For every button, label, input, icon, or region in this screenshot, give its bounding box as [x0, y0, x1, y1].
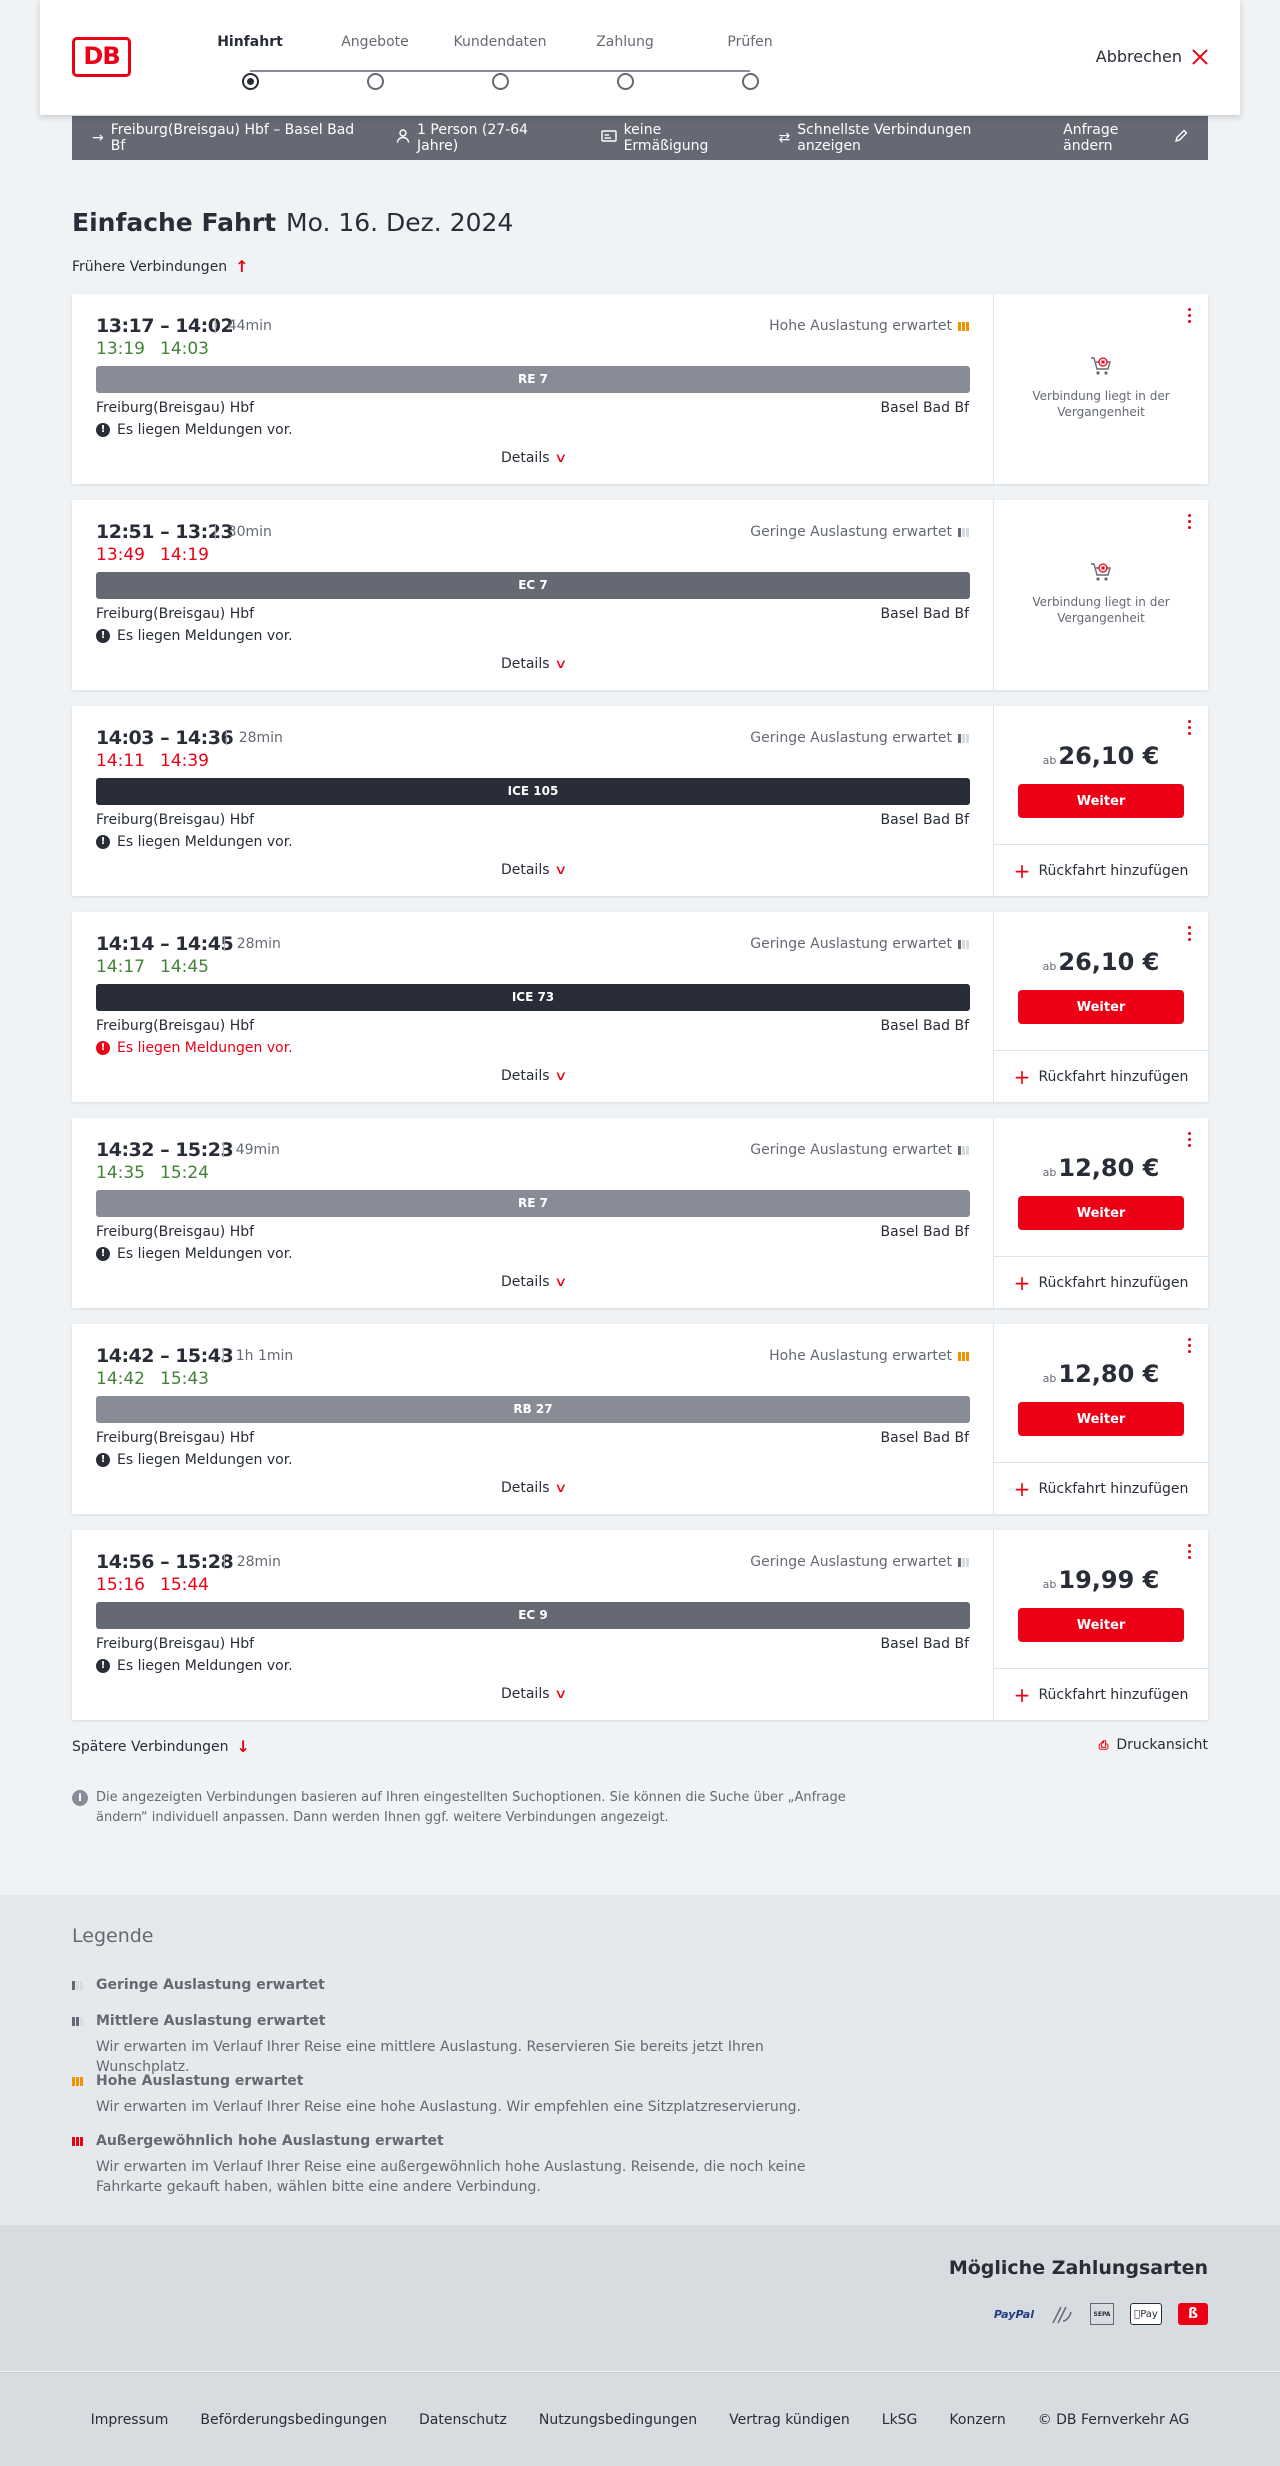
service-message	[96, 1246, 293, 1262]
service-message-text: Es liegen Meldungen vor.	[117, 1040, 293, 1056]
step-dot	[617, 73, 634, 90]
earlier-connections-link[interactable]	[72, 257, 249, 276]
price-prefix: ab	[1042, 960, 1057, 973]
payment-section	[0, 2225, 1280, 2371]
pencil-icon	[1174, 129, 1188, 147]
arrival-station: Basel Bad Bf	[880, 1430, 969, 1446]
details-toggle[interactable]	[72, 1068, 994, 1084]
legend-section	[0, 1895, 1280, 2225]
footer-link-lksg[interactable]: LkSG	[881, 2411, 918, 2428]
plus-icon: +	[1013, 1476, 1031, 1501]
realtime-departure: 14:35	[96, 1163, 145, 1183]
service-message-text: Es liegen Meldungen vor.	[117, 422, 293, 438]
price-prefix: ab	[1042, 754, 1057, 767]
travel-duration: | 44min	[213, 318, 272, 334]
service-message	[96, 1658, 293, 1674]
price	[994, 1566, 1208, 1594]
chevron-down-icon: ∨	[553, 1275, 567, 1290]
low-load-icon	[72, 1981, 88, 1990]
sepa-icon: SEPA	[1090, 2303, 1114, 2325]
add-return-trip-button[interactable]	[994, 1256, 1208, 1308]
occupancy-icon	[958, 528, 969, 537]
realtime-arrival: 15:44	[160, 1575, 209, 1595]
occupancy-info	[750, 1554, 969, 1570]
page-title	[72, 208, 513, 237]
payment-title: Mögliche Zahlungsarten	[948, 2257, 1208, 2279]
past-connection-text: Verbindung liegt in der Vergangenheit	[1032, 595, 1170, 625]
offer-panel	[994, 1118, 1208, 1308]
occupancy-icon	[958, 734, 969, 743]
credit-card-icon	[1050, 2303, 1074, 2325]
service-message	[96, 1040, 293, 1056]
alert-icon: !	[96, 1453, 110, 1467]
discount-text: keine Ermäßigung	[623, 122, 709, 154]
arrival-station: Basel Bad Bf	[880, 400, 969, 416]
occupancy-icon	[958, 322, 969, 331]
step-dot	[242, 73, 259, 90]
more-options-icon[interactable]	[1188, 308, 1192, 324]
more-options-icon[interactable]	[1188, 514, 1192, 530]
legend-label: Außergewöhnlich hohe Auslastung erwartet	[96, 2133, 444, 2149]
later-label: Spätere Verbindungen	[72, 1738, 229, 1755]
header	[40, 0, 1240, 115]
alert-icon: !	[96, 423, 110, 437]
print-view-link[interactable]	[1099, 1737, 1208, 1753]
connection-details[interactable]	[72, 1324, 994, 1514]
person-icon	[396, 129, 410, 147]
legend-desc: Wir erwarten im Verlauf Ihrer Reise eine mittlere Auslastung. Reservieren Sie bereits jetzt Ihren Wunschplatz.	[96, 2039, 764, 2075]
change-request-label: Anfrage ändern	[1063, 122, 1119, 154]
departure-station: Freiburg(Breisgau) Hbf	[96, 812, 255, 828]
train-bar: EC 7	[96, 572, 970, 599]
occupancy-info	[750, 1142, 969, 1158]
weiter-button[interactable]: Weiter	[1018, 1196, 1184, 1230]
price-value: 26,10 €	[1058, 742, 1160, 770]
connection-details[interactable]	[72, 1530, 994, 1720]
legend-item-low	[72, 1975, 325, 1995]
occupancy-icon	[958, 1146, 969, 1155]
plus-icon: +	[1013, 1682, 1031, 1707]
passenger-info	[396, 122, 567, 154]
offer-panel	[994, 500, 1208, 690]
legend-item-high	[72, 2071, 836, 2117]
chevron-down-icon: ∨	[553, 451, 567, 466]
connection-card	[72, 912, 1208, 1102]
scheduled-times: 13:17 – 14:02	[96, 315, 234, 337]
details-toggle[interactable]	[72, 1686, 994, 1702]
footer-link-datenschutz[interactable]: Datenschutz	[418, 2411, 507, 2428]
occupancy-text: Geringe Auslastung erwartet	[750, 1142, 952, 1158]
progress-steps	[210, 34, 773, 84]
scheduled-times: 14:03 – 14:36	[96, 727, 234, 749]
price	[994, 742, 1208, 770]
realtime-departure: 13:19	[96, 339, 145, 359]
print-icon: ⎙	[1098, 1737, 1109, 1752]
more-options-icon[interactable]	[1188, 1338, 1192, 1354]
occupancy-info	[750, 730, 969, 746]
mode-info	[779, 122, 1030, 154]
step-dot	[742, 73, 759, 90]
alert-icon: !	[96, 1041, 110, 1055]
footer	[0, 2372, 1280, 2466]
arrival-station: Basel Bad Bf	[880, 1636, 969, 1652]
apple-pay-label: Pay	[1137, 2308, 1155, 2320]
legend-desc: Wir erwarten im Verlauf Ihrer Reise eine hohe Auslastung. Wir empfehlen eine Sitzplatzreservierung.	[96, 2099, 801, 2115]
weiter-button[interactable]: Weiter	[1018, 1608, 1184, 1642]
departure-station: Freiburg(Breisgau) Hbf	[96, 400, 255, 416]
price	[994, 1154, 1208, 1182]
legend-item-extreme	[72, 2131, 836, 2197]
scheduled-times: 12:51 – 13:23	[96, 521, 234, 543]
offer-panel	[994, 706, 1208, 896]
occupancy-text: Hohe Auslastung erwartet	[769, 1348, 952, 1364]
price-value: 26,10 €	[1058, 948, 1160, 976]
step-label: Prüfen	[727, 34, 773, 50]
connection-details[interactable]	[72, 294, 994, 484]
scheduled-times: 14:42 – 15:43	[96, 1345, 234, 1367]
realtime-arrival: 15:43	[160, 1369, 209, 1389]
details-toggle[interactable]	[72, 1274, 994, 1290]
legend-label: Mittlere Auslastung erwartet	[96, 2013, 326, 2029]
details-label: Details	[500, 1480, 550, 1496]
plus-icon: +	[1013, 858, 1031, 883]
price-prefix: ab	[1042, 1372, 1057, 1385]
add-return-trip-button[interactable]	[994, 1050, 1208, 1102]
step-pruefen	[690, 34, 810, 90]
realtime-departure: 13:49	[96, 545, 145, 565]
connection-card	[72, 500, 1208, 690]
print-label: Druckansicht	[1116, 1737, 1208, 1753]
db-bahnbonus-icon: ß	[1178, 2303, 1208, 2325]
realtime-arrival: 14:03	[160, 339, 209, 359]
arrow-down-icon: ↓	[236, 1737, 250, 1756]
weiter-button[interactable]: Weiter	[1018, 784, 1184, 818]
add-return-trip-label: Rückfahrt hinzufügen	[1038, 1686, 1189, 1703]
footer-link-befoerderungsbedingungen[interactable]: Beförderungsbedingungen	[200, 2411, 387, 2428]
plus-icon: +	[1013, 1270, 1031, 1295]
page-title-type: Einfache Fahrt	[72, 208, 277, 237]
more-options-icon[interactable]	[1188, 1132, 1192, 1148]
add-return-trip-button[interactable]	[994, 844, 1208, 896]
occupancy-text: Hohe Auslastung erwartet	[769, 318, 952, 334]
service-message	[96, 422, 293, 438]
step-dot	[367, 73, 384, 90]
scheduled-times: 14:32 – 15:23	[96, 1139, 234, 1161]
legend-title: Legende	[72, 1925, 154, 1947]
plus-icon: +	[1013, 1064, 1031, 1089]
legend-label: Hohe Auslastung erwartet	[96, 2073, 304, 2089]
step-dot	[492, 73, 509, 90]
details-toggle[interactable]	[72, 450, 994, 466]
realtime-arrival: 14:39	[160, 751, 209, 771]
high-load-icon	[72, 2077, 88, 2086]
occupancy-icon	[958, 940, 969, 949]
arrow-right-icon: →	[92, 130, 104, 146]
departure-station: Freiburg(Breisgau) Hbf	[96, 1430, 255, 1446]
step-label: Angebote	[341, 34, 409, 50]
realtime-departure: 14:11	[96, 751, 145, 771]
add-return-trip-label: Rückfahrt hinzufügen	[1038, 1274, 1189, 1291]
occupancy-icon	[958, 1352, 969, 1361]
arrival-station: Basel Bad Bf	[880, 1018, 969, 1034]
occupancy-text: Geringe Auslastung erwartet	[750, 1554, 952, 1570]
details-label: Details	[500, 1274, 550, 1290]
chevron-down-icon: ∨	[553, 1481, 567, 1496]
cancel-button[interactable]	[1096, 47, 1208, 66]
medium-load-icon	[72, 2017, 88, 2026]
past-connection-note	[994, 560, 1208, 626]
alert-icon: !	[96, 629, 110, 643]
weiter-button[interactable]: Weiter	[1018, 990, 1184, 1024]
connection-card	[72, 294, 1208, 484]
legend-desc: Wir erwarten im Verlauf Ihrer Reise eine außergewöhnlich hohe Auslastung. Reisende, die noch keine Fahrkarte gekauft haben, wählen bitte eine andere Verbindung.	[96, 2159, 806, 2195]
apple-pay-icon	[1130, 2303, 1162, 2325]
shopping-cart-icon	[1089, 560, 1113, 584]
footer-copyright: © DB Fernverkehr AG	[1037, 2411, 1190, 2428]
price-prefix: ab	[1042, 1578, 1057, 1591]
departure-station: Freiburg(Breisgau) Hbf	[96, 1636, 255, 1652]
price-value: 12,80 €	[1058, 1154, 1160, 1182]
departure-station: Freiburg(Breisgau) Hbf	[96, 1224, 255, 1240]
chevron-down-icon: ∨	[553, 1687, 567, 1702]
arrival-station: Basel Bad Bf	[880, 812, 969, 828]
weiter-button[interactable]: Weiter	[1018, 1402, 1184, 1436]
service-message-text: Es liegen Meldungen vor.	[117, 1246, 293, 1262]
service-message	[96, 834, 293, 850]
card-icon	[601, 130, 617, 146]
arrival-station: Basel Bad Bf	[880, 606, 969, 622]
route-info	[92, 122, 362, 154]
train-bar: ICE 105	[96, 778, 970, 805]
price	[994, 1360, 1208, 1388]
travel-duration: | 49min	[221, 1142, 280, 1158]
legend-item-medium	[72, 2011, 836, 2077]
details-toggle[interactable]	[72, 656, 994, 672]
occupancy-text: Geringe Auslastung erwartet	[750, 730, 952, 746]
footer-link-impressum[interactable]: Impressum	[90, 2411, 169, 2428]
offer-panel	[994, 294, 1208, 484]
service-message-text: Es liegen Meldungen vor.	[117, 1452, 293, 1468]
train-bar: RE 7	[96, 366, 970, 393]
occupancy-info	[750, 524, 969, 540]
db-logo[interactable]: DB	[72, 37, 131, 77]
page-title-date: Mo. 16. Dez. 2024	[286, 208, 514, 237]
details-label: Details	[500, 1068, 550, 1084]
train-bar: EC 9	[96, 1602, 970, 1629]
info-icon: i	[72, 1790, 88, 1806]
route-text: Freiburg(Breisgau) Hbf – Basel Bad Bf	[110, 122, 355, 154]
realtime-departure: 15:16	[96, 1575, 145, 1595]
add-return-trip-label: Rückfahrt hinzufügen	[1038, 1480, 1189, 1497]
add-return-trip-button[interactable]	[994, 1462, 1208, 1514]
chevron-down-icon: ∨	[553, 1069, 567, 1084]
chevron-down-icon: ∨	[553, 657, 567, 672]
train-bar: RE 7	[96, 1190, 970, 1217]
details-label: Details	[500, 450, 550, 466]
past-connection-note	[994, 354, 1208, 420]
step-hinfahrt	[190, 34, 310, 90]
add-return-trip-button[interactable]	[994, 1668, 1208, 1720]
scheduled-times: 14:56 – 15:28	[96, 1551, 234, 1573]
step-angebote	[315, 34, 435, 90]
alert-icon: !	[96, 1659, 110, 1673]
paypal-icon: PayPal	[993, 2307, 1034, 2321]
departure-station: Freiburg(Breisgau) Hbf	[96, 606, 255, 622]
chevron-down-icon: ∨	[553, 863, 567, 878]
occupancy-text: Geringe Auslastung erwartet	[750, 936, 952, 952]
payment-icons	[994, 2303, 1208, 2325]
past-connection-text: Verbindung liegt in der Vergangenheit	[1032, 389, 1170, 419]
shopping-cart-icon	[1089, 354, 1113, 378]
footer-link-nutzungsbedingungen[interactable]: Nutzungsbedingungen	[538, 2411, 698, 2428]
details-toggle[interactable]	[72, 862, 994, 878]
travel-duration: | 1h 1min	[221, 1348, 293, 1364]
cancel-label: Abbrechen	[1095, 47, 1182, 66]
step-label: Zahlung	[596, 34, 654, 50]
service-message	[96, 628, 293, 644]
search-summary-bar	[72, 116, 1208, 160]
service-message	[96, 1452, 293, 1468]
footer-link-konzern[interactable]: Konzern	[949, 2411, 1006, 2428]
scheduled-times: 14:14 – 14:45	[96, 933, 234, 955]
step-label: Hinfahrt	[217, 34, 283, 50]
service-message-text: Es liegen Meldungen vor.	[117, 834, 293, 850]
occupancy-info	[769, 1348, 969, 1364]
legend-label: Geringe Auslastung erwartet	[96, 1977, 325, 1993]
more-options-icon[interactable]	[1188, 1544, 1192, 1560]
add-return-trip-label: Rückfahrt hinzufügen	[1038, 1068, 1189, 1085]
offer-panel	[994, 1530, 1208, 1720]
train-bar: RB 27	[96, 1396, 970, 1423]
train-bar: ICE 73	[96, 984, 970, 1011]
occupancy-icon	[958, 1558, 969, 1567]
connection-details[interactable]	[72, 500, 994, 690]
service-message-text: Es liegen Meldungen vor.	[117, 628, 293, 644]
service-message-text: Es liegen Meldungen vor.	[117, 1658, 293, 1674]
occupancy-info	[750, 936, 969, 952]
details-label: Details	[500, 1686, 550, 1702]
realtime-arrival: 14:19	[160, 545, 209, 565]
price-value: 19,99 €	[1058, 1566, 1160, 1594]
change-request-button[interactable]	[1063, 122, 1188, 154]
discount-info	[601, 122, 745, 154]
alert-icon: !	[96, 1247, 110, 1261]
switch-icon: ⇄	[778, 130, 791, 146]
offer-panel	[994, 1324, 1208, 1514]
realtime-arrival: 14:45	[160, 957, 209, 977]
travel-duration: | 30min	[213, 524, 272, 540]
details-label: Details	[500, 862, 550, 878]
step-zahlung	[565, 34, 685, 90]
footer-link-vertrag-kuendigen[interactable]: Vertrag kündigen	[729, 2411, 850, 2428]
more-options-icon[interactable]	[1188, 720, 1192, 736]
connection-card	[72, 706, 1208, 896]
realtime-departure: 14:17	[96, 957, 145, 977]
info-note	[72, 1788, 852, 1828]
mode-text: Schnellste Verbindungen anzeigen	[797, 122, 972, 154]
connection-details[interactable]	[72, 706, 994, 896]
offer-panel	[994, 912, 1208, 1102]
step-kundendaten	[440, 34, 560, 90]
departure-station: Freiburg(Breisgau) Hbf	[96, 1018, 255, 1034]
price	[994, 948, 1208, 976]
realtime-departure: 14:42	[96, 1369, 145, 1389]
price-prefix: ab	[1042, 1166, 1057, 1179]
details-toggle[interactable]	[72, 1480, 994, 1496]
connection-details[interactable]	[72, 1118, 994, 1308]
more-options-icon[interactable]	[1188, 926, 1192, 942]
later-connections-link[interactable]	[72, 1737, 250, 1756]
details-label: Details	[500, 656, 550, 672]
connection-card	[72, 1324, 1208, 1514]
occupancy-info	[769, 318, 969, 334]
passenger-text: 1 Person (27-64 Jahre)	[417, 122, 529, 154]
earlier-label: Frühere Verbindungen	[72, 258, 228, 275]
add-return-trip-label: Rückfahrt hinzufügen	[1038, 862, 1189, 879]
connection-card	[72, 1530, 1208, 1720]
arrow-up-icon: ↑	[235, 257, 249, 276]
travel-duration: | 28min	[222, 1554, 281, 1570]
alert-icon: !	[96, 835, 110, 849]
price-value: 12,80 €	[1058, 1360, 1160, 1388]
info-note-text: Die angezeigten Verbindungen basieren auf Ihren eingestellten Suchoptionen. Sie können die Suche über „Anfrage ändern“ individuell anpassen. Dann werden Ihnen ggf. weitere Verbindungen angezeigt.	[96, 1790, 846, 1825]
extreme-load-icon	[72, 2137, 88, 2146]
travel-duration: | 28min	[224, 730, 283, 746]
close-icon	[1192, 49, 1208, 65]
realtime-arrival: 15:24	[160, 1163, 209, 1183]
connection-details[interactable]	[72, 912, 994, 1102]
occupancy-text: Geringe Auslastung erwartet	[750, 524, 952, 540]
travel-duration: | 28min	[222, 936, 281, 952]
connection-card	[72, 1118, 1208, 1308]
step-label: Kundendaten	[453, 34, 547, 50]
arrival-station: Basel Bad Bf	[880, 1224, 969, 1240]
